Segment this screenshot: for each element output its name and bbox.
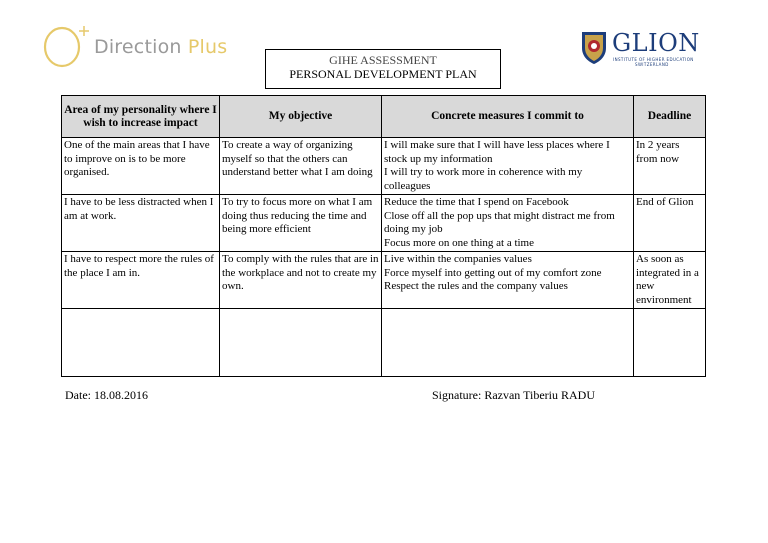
cell-objective: To try to focus more on what I am doing thus reducing the time and being more efficient bbox=[220, 195, 382, 252]
glion-tagline bbox=[613, 57, 694, 67]
table-row bbox=[62, 195, 706, 252]
cell-area: One of the main areas that I have to improve on is to be more organised. bbox=[62, 138, 220, 195]
date-label: Date: 18.08.2016 bbox=[65, 388, 148, 402]
cell-measures-empty bbox=[382, 309, 634, 377]
cell-deadline: End of Glion bbox=[634, 195, 706, 252]
measure-item: Close off all the pop ups that might distract me from doing my job bbox=[384, 209, 615, 235]
table-row bbox=[62, 138, 706, 195]
cell-deadline-empty bbox=[634, 309, 706, 377]
logo-word-plus: Plus bbox=[187, 36, 228, 58]
measure-item: Focus more on one thing at a time bbox=[384, 236, 534, 249]
cell-area: I have to respect more the rules of the place I am in. bbox=[62, 252, 220, 309]
glion-shield-icon bbox=[580, 30, 608, 66]
cell-measures bbox=[382, 138, 634, 195]
measure-item: Respect the rules and the company values bbox=[384, 280, 568, 292]
cell-objective: To comply with the rules that are in the workplace and not to create my own. bbox=[220, 252, 382, 309]
header-objective: My objective bbox=[220, 96, 382, 138]
measure-item: Live within the companies values bbox=[384, 253, 532, 265]
measure-item: I will make sure that I will have less places where I stock up my information bbox=[384, 139, 610, 165]
measure-item: Force myself into getting out of my comfort zone bbox=[384, 266, 602, 279]
direction-plus-wordmark bbox=[94, 36, 227, 58]
table-row bbox=[62, 252, 706, 309]
document-title-box bbox=[265, 49, 501, 89]
direction-plus-logo bbox=[40, 22, 230, 72]
header-measures: Concrete measures I commit to bbox=[382, 96, 634, 138]
direction-plus-mark-icon bbox=[40, 22, 100, 72]
cell-area: I have to be less distracted when I am at work. bbox=[62, 195, 220, 252]
table-row-empty bbox=[62, 309, 706, 377]
signature-label: Signature: Razvan Tiberiu RADU bbox=[432, 388, 595, 402]
measure-item: Reduce the time that I spend on Facebook bbox=[384, 196, 569, 208]
development-plan-table bbox=[61, 95, 706, 377]
cell-measures bbox=[382, 195, 634, 252]
glion-tagline-line1: INSTITUTE OF HIGHER EDUCATION bbox=[613, 57, 694, 62]
assessment-title: GIHE ASSESSMENT bbox=[329, 53, 437, 67]
cell-deadline: As soon as integrated in a new environment bbox=[634, 252, 706, 309]
glion-logo bbox=[580, 30, 700, 70]
measure-item: I will try to work more in coherence with my colleagues bbox=[384, 166, 583, 192]
glion-wordmark: GLION bbox=[612, 29, 700, 57]
logo-word-direction: Direction bbox=[94, 36, 182, 58]
table-header-row bbox=[62, 96, 706, 138]
cell-objective: To create a way of organizing myself so that the others can understand better what I am doing bbox=[220, 138, 382, 195]
cell-area-empty bbox=[62, 309, 220, 377]
cell-objective-empty bbox=[220, 309, 382, 377]
header-deadline: Deadline bbox=[634, 96, 706, 138]
glion-tagline-line2: SWITZERLAND bbox=[635, 62, 669, 67]
header-area: Area of my personality where I wish to increase impact bbox=[62, 96, 220, 138]
plan-title: PERSONAL DEVELOPMENT PLAN bbox=[289, 67, 477, 81]
cell-measures bbox=[382, 252, 634, 309]
cell-deadline: In 2 years from now bbox=[634, 138, 706, 195]
